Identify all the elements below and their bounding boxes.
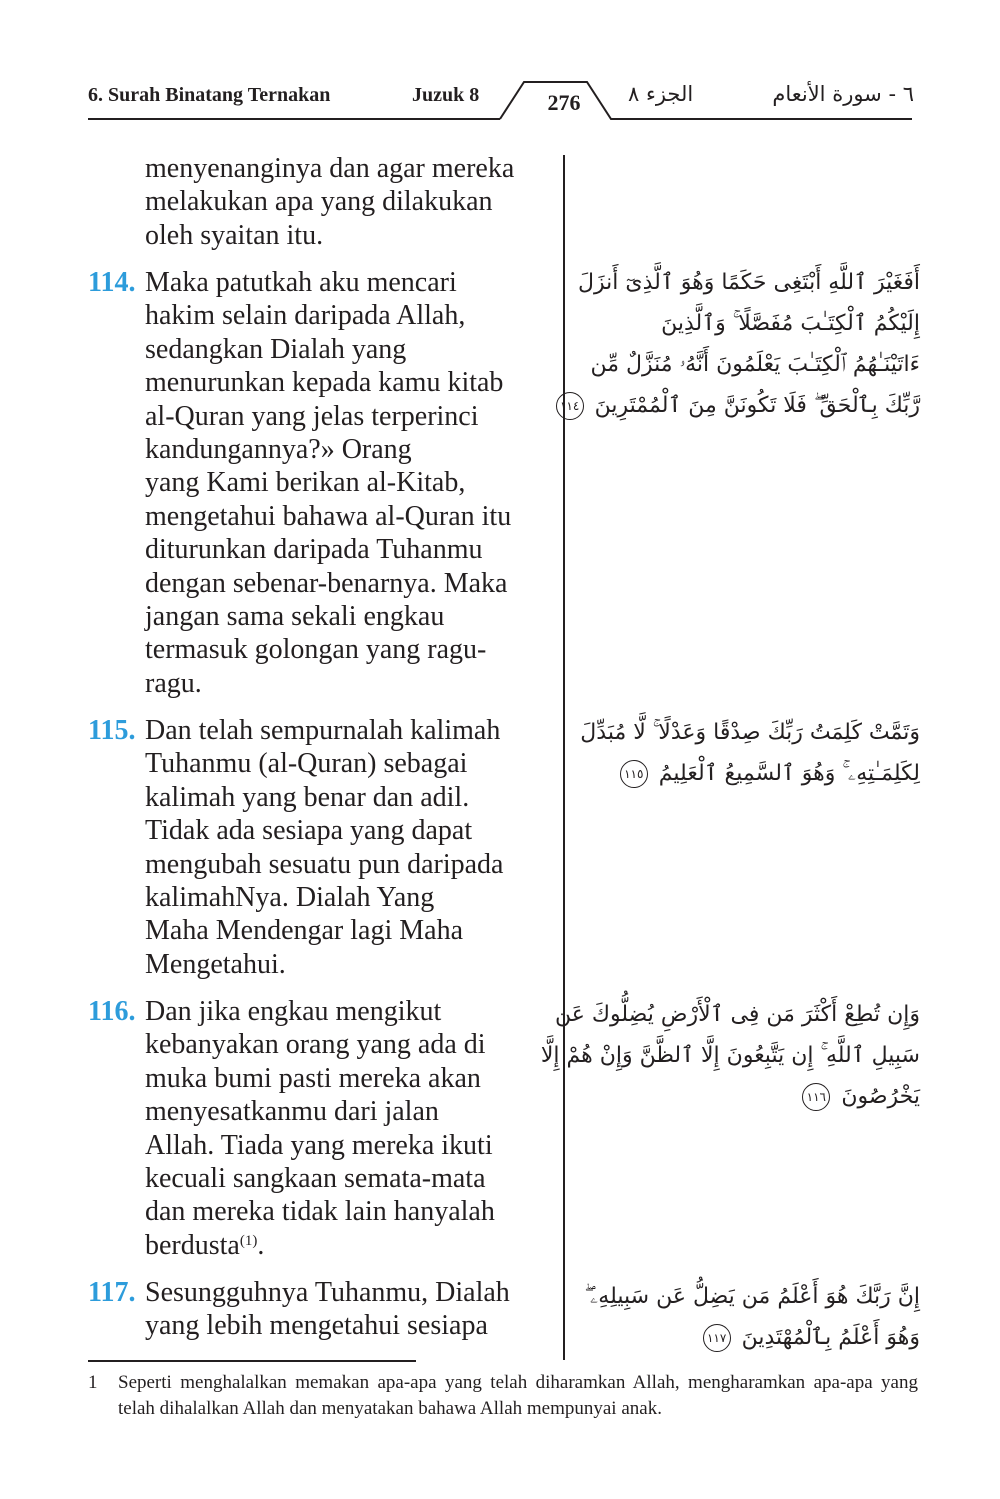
arabic-line <box>559 385 920 426</box>
juzuk-label: Juzuk 8 <box>412 84 480 106</box>
arabic-line: أَفَغَيْرَ ٱللَّهِ أَبْتَغِى حَكَمًا وَهُوَ ٱلَّذِىٓ أَنزَلَ <box>578 270 920 295</box>
arabic-line-text: لِكَلِمَـٰتِهِۦ ۚ وَهُوَ ٱلسَّمِيعُ ٱلْعَلِيمُ <box>658 761 920 786</box>
arabic-line: ءَاتَيْنَـٰهُمُ ٱلْكِتَـٰبَ يَعْلَمُونَ أَنَّهُۥ مُنَزَّلٌ مِّن <box>590 352 920 377</box>
arabic-line: وَتَمَّتْ كَلِمَتُ رَبِّكَ صِدْقًا وَعَدْلًا ۚ لَّا مُبَدِّلَ <box>580 720 920 745</box>
footnote-ref[interactable]: (1) <box>239 1232 258 1249</box>
verse-117-translation <box>88 1276 550 1343</box>
verse-number: 115. <box>88 715 136 746</box>
verse-number: 116. <box>88 996 136 1027</box>
translation-text: Sesungguhnya Tuhanmu, Dialah yang lebih mengetahui sesiapa <box>145 1277 510 1342</box>
translation-text <box>145 995 550 1262</box>
ayah-end-marker: ١١٧ <box>703 1324 731 1352</box>
verse-number: 114. <box>88 267 136 298</box>
verse-number: 117. <box>88 1277 136 1308</box>
verse-115-translation <box>88 714 550 981</box>
footnote-rule <box>88 1360 416 1362</box>
arabic-line: سَبِيلِ ٱللَّهِ ۚ إِن يَتَّبِعُونَ إِلَّا ٱلظَّنَّ وَإِنْ هُمْ إِلَّا <box>540 1043 920 1068</box>
surah-arabic-title: ٦ - سورة الأنعام <box>772 82 914 106</box>
verse-117-arabic <box>585 1276 920 1358</box>
arabic-line <box>585 753 920 794</box>
arabic-line-text: رَّبِّكَ بِٱلْحَقِّ ۖ فَلَا تَكُونَنَّ مِنَ ٱلْمُمْتَرِينَ <box>594 393 920 418</box>
verse-116-translation <box>88 995 550 1262</box>
verse-116-arabic <box>540 994 920 1117</box>
arabic-line: وَإِن تُطِعْ أَكْثَرَ مَن فِى ٱلْأَرْضِ يُضِلُّوكَ عَن <box>555 1002 920 1027</box>
arabic-line: إِلَيْكُمُ ٱلْكِتَـٰبَ مُفَصَّلًا ۚ وَٱلَّذِينَ <box>661 311 920 336</box>
translation-text: Maka patutkah aku mencari hakim selain daripada Allah, sedangkan Dialah yang menurunkan kepada kamu kitab al-Quran yang jelas terperinci kandungannya?» Orang yang Kami berikan al-Kitab, mengetahui bahawa al-Quran itu diturunkan daripada Tuhanmu dengan sebenar-benarnya. Maka jangan sama sekali engkau termasuk golongan yang ragu- ragu. <box>145 267 512 699</box>
ayah-end-marker: ١١٥ <box>620 760 648 788</box>
verse-114-arabic <box>559 262 920 426</box>
footnote <box>88 1370 918 1422</box>
footnote-number: 1 <box>88 1372 98 1393</box>
page-number: 276 <box>547 90 581 115</box>
juz-arabic: الجزء ٨ <box>628 82 694 106</box>
footnote-text: Seperti menghalalkan memakan apa-apa yang telah diharamkan Allah, mengharamkan apa-apa yang telah dihalalkan Allah dan menyatakan bahawa Allah mempunyai anak. <box>118 1372 918 1419</box>
arabic-line <box>585 1076 920 1117</box>
translation-text: Dan telah sempurnalah kalimah Tuhanmu (al-Quran) sebagai kalimah yang benar dan adil. Tidak ada sesiapa yang dapat mengubah sesuatu pun daripada kalimahNya. Dialah Yang Maha Mendengar lagi Maha Mengetahui. <box>145 715 504 980</box>
arabic-line-text: وَهُوَ أَعْلَمُ بِٱلْمُهْتَدِينَ <box>741 1325 920 1350</box>
column-divider <box>563 155 565 1360</box>
translation-body: Dan jika engkau mengikut kebanyakan orang yang ada di muka bumi pasti mereka akan menyesatkanmu dari jalan Allah. Tiada yang mereka ikuti kecuali sangkaan semata-mata dan mereka tidak lain hanyalah berdusta <box>145 996 495 1261</box>
ayah-end-marker: ١١٦ <box>802 1083 830 1111</box>
arabic-line: إِنَّ رَبَّكَ هُوَ أَعْلَمُ مَن يَضِلُّ عَن سَبِيلِهِۦ ۖ <box>584 1284 920 1309</box>
ayah-end-marker: ١١٤ <box>556 392 584 420</box>
translation-text: menyenanginya dan agar mereka melakukan apa yang dilakukan oleh syaitan itu. <box>145 153 515 251</box>
translation-end: . <box>257 1229 265 1261</box>
arabic-line-text: يَخْرُصُونَ <box>841 1084 920 1109</box>
verse-114-translation <box>88 266 550 700</box>
verse-115-arabic <box>580 712 920 794</box>
continuation-text <box>88 152 550 252</box>
arabic-line <box>585 1317 920 1358</box>
header-rule <box>0 0 1000 140</box>
surah-title: 6. Surah Binatang Ternakan <box>88 84 331 106</box>
